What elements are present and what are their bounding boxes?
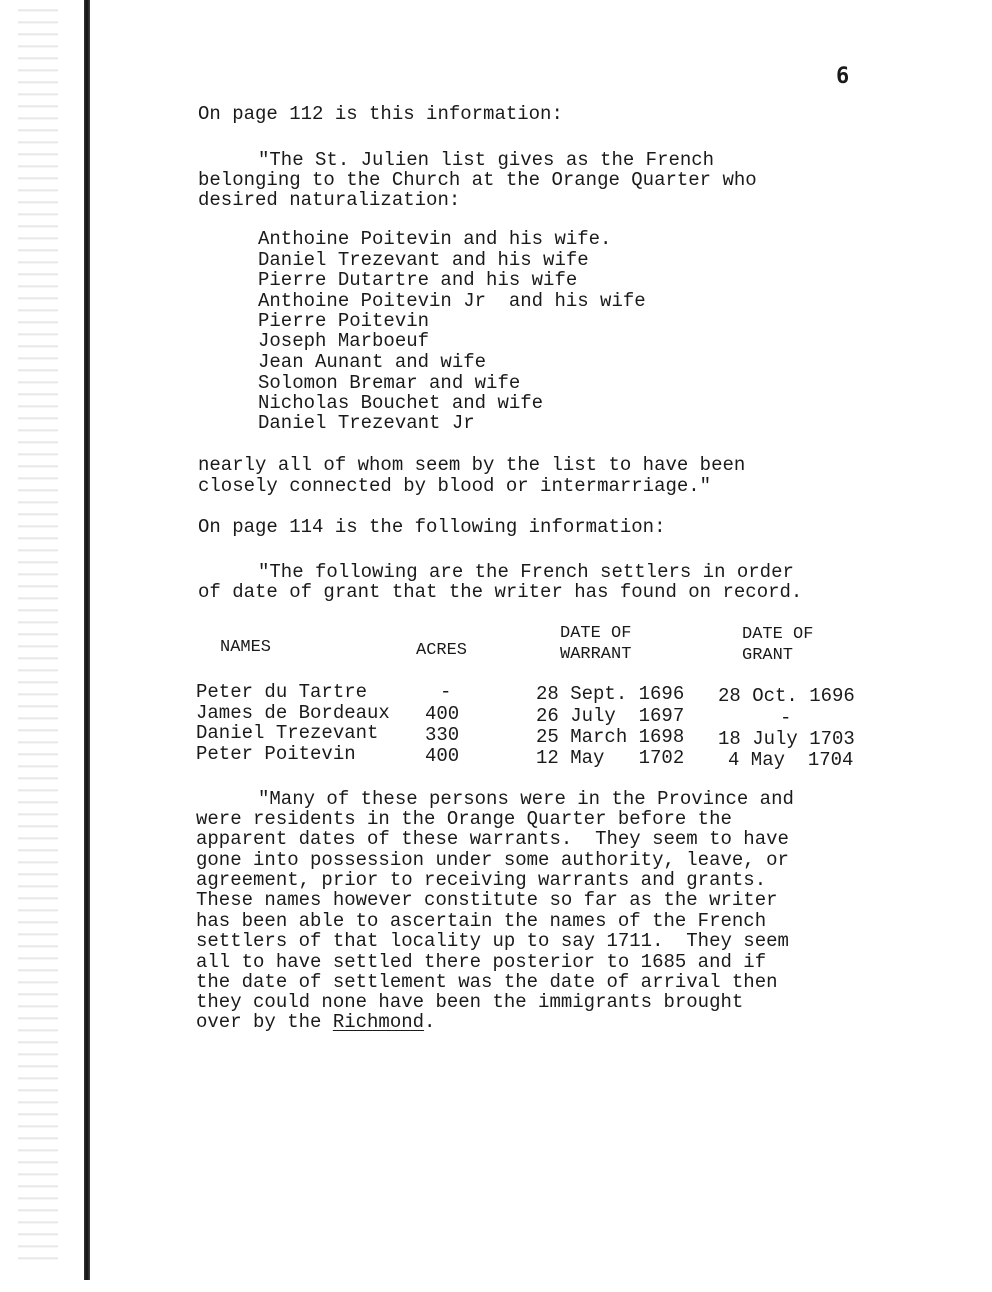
final-para-line: settlers of that locality up to say 1711. They seem	[196, 930, 789, 952]
row-grant-date: 18 July 1703	[718, 728, 855, 750]
intro-page-112: On page 112 is this information:	[198, 103, 563, 125]
quote-114-line: "The following are the French settlers in order	[258, 561, 794, 583]
final-last-suffix: .	[424, 1011, 436, 1033]
row-name: Peter du Tartre	[196, 681, 368, 703]
row-name: Peter Poitevin	[196, 743, 356, 765]
row-warrant-date: 12 May 1702	[536, 747, 685, 769]
row-acres: 400	[425, 703, 460, 725]
name-list-item: Joseph Marboeuf	[258, 330, 430, 352]
header-grant-line2: GRANT	[742, 646, 794, 665]
ship-name-richmond: Richmond	[332, 1011, 425, 1033]
name-list-item: Anthoine Poitevin Jr and his wife	[258, 290, 646, 312]
final-para-line: apparent dates of these warrants. They seem to have	[196, 828, 789, 850]
name-list-item: Solomon Bremar and wife	[258, 372, 521, 394]
row-name: Daniel Trezevant	[196, 722, 379, 744]
page-number: 6	[836, 64, 850, 89]
final-para-line: "Many of these persons were in the Province and	[258, 788, 794, 810]
final-para-line: These names however constitute so far as the writer	[196, 889, 778, 911]
name-list-item: Daniel Trezevant and his wife	[258, 249, 589, 271]
closing-112-line: nearly all of whom seem by the list to have been	[198, 454, 746, 476]
name-list-item: Anthoine Poitevin and his wife.	[258, 228, 612, 250]
row-acres: -	[440, 681, 452, 703]
row-acres: 400	[425, 745, 460, 767]
row-warrant-date: 26 July 1697	[536, 705, 685, 727]
name-list-item: Nicholas Bouchet and wife	[258, 392, 544, 414]
final-para-line: they could none have been the immigrants brought	[196, 991, 744, 1013]
final-last-prefix: over by the	[196, 1011, 333, 1033]
quote-112-line: desired naturalization:	[198, 189, 461, 211]
row-grant-date: 28 Oct. 1696	[718, 685, 855, 707]
row-grant-date: 4 May 1704	[728, 749, 854, 771]
final-para-line: has been able to ascertain the names of the French	[196, 910, 767, 932]
name-list-item: Pierre Poitevin	[258, 310, 430, 332]
final-para-line: gone into possession under some authority, leave, or	[196, 849, 789, 871]
intro-page-114: On page 114 is the following information:	[198, 516, 666, 538]
closing-112-line: closely connected by blood or intermarriage."	[198, 475, 712, 497]
row-grant-date: -	[780, 707, 792, 729]
quote-112-line: "The St. Julien list gives as the French	[258, 149, 715, 171]
row-acres: 330	[425, 724, 460, 746]
header-names: NAMES	[220, 638, 272, 657]
row-warrant-date: 25 March 1698	[536, 726, 685, 748]
name-list-item: Pierre Dutartre and his wife	[258, 269, 578, 291]
final-para-line: the date of settlement was the date of arrival then	[196, 971, 778, 993]
name-list-item: Jean Aunant and wife	[258, 351, 487, 373]
header-warrant-line1: DATE OF	[560, 624, 632, 643]
final-para-last-line	[196, 1012, 435, 1032]
quote-112-line: belonging to the Church at the Orange Quarter who	[198, 169, 757, 191]
row-name: James de Bordeaux	[196, 702, 390, 724]
name-list-item: Daniel Trezevant Jr	[258, 412, 475, 434]
final-para-line: were residents in the Orange Quarter before the	[196, 808, 732, 830]
header-warrant-line2: WARRANT	[560, 645, 632, 664]
final-para-line: agreement, prior to receiving warrants and grants.	[196, 869, 767, 891]
binding-edge	[84, 0, 90, 1280]
header-acres: ACRES	[416, 641, 468, 660]
quote-114-line: of date of grant that the writer has found on record.	[198, 581, 803, 603]
binding-shadow	[18, 0, 58, 1260]
header-grant-line1: DATE OF	[742, 625, 814, 644]
final-para-line: all to have settled there posterior to 1685 and if	[196, 951, 767, 973]
row-warrant-date: 28 Sept. 1696	[536, 683, 685, 705]
